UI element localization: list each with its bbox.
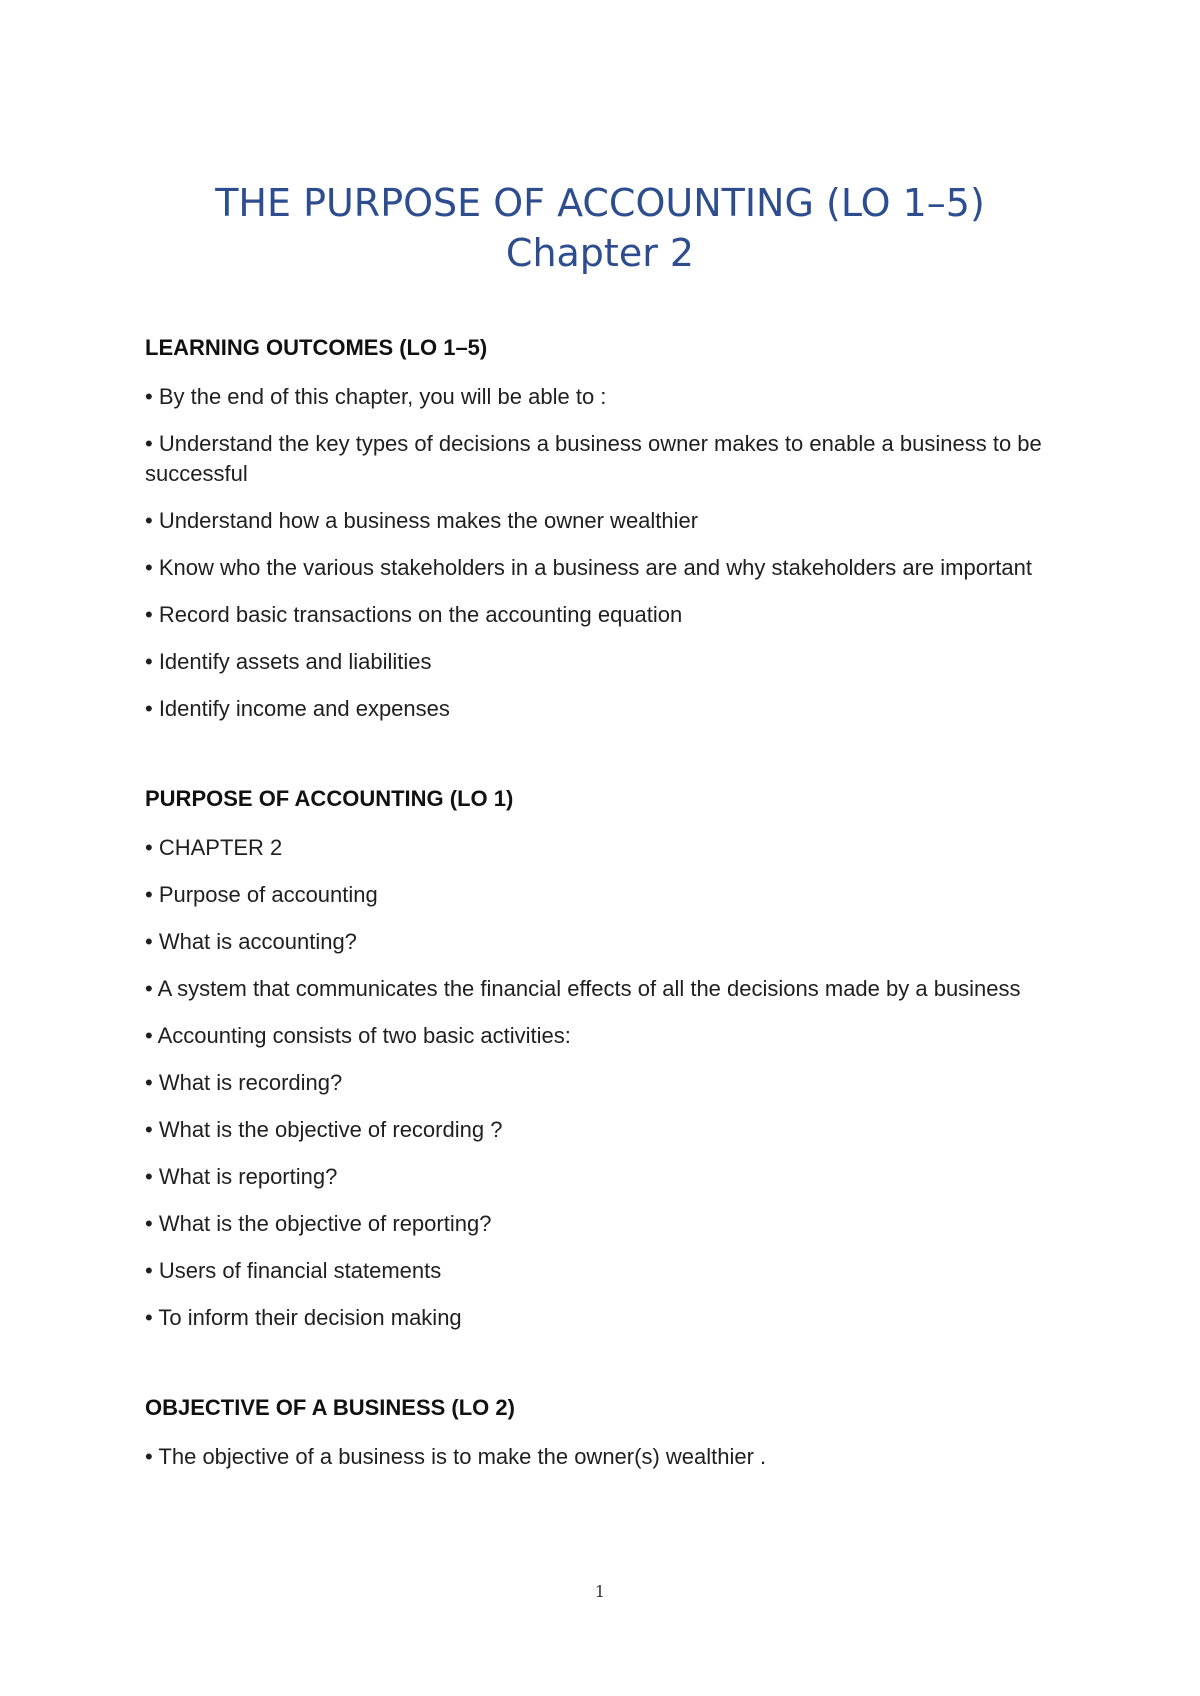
document-body — [145, 334, 1045, 1489]
list-item: • CHAPTER 2 — [145, 835, 283, 860]
section-heading-purpose-of-accounting: PURPOSE OF ACCOUNTING (LO 1) — [145, 786, 514, 811]
section-spacer — [145, 1350, 1045, 1394]
list-item: • What is the objective of reporting? — [145, 1211, 492, 1236]
list-item: • To inform their decision making — [145, 1305, 462, 1330]
section-heading-learning-outcomes: LEARNING OUTCOMES (LO 1–5) — [145, 335, 488, 360]
page-number: 1 — [594, 1582, 606, 1601]
document-title — [0, 178, 1200, 278]
title-main: THE PURPOSE OF ACCOUNTING (LO 1–5) — [215, 181, 985, 225]
list-item: • What is reporting? — [145, 1164, 338, 1189]
list-item: • Purpose of accounting — [145, 882, 378, 907]
list-item: • Record basic transactions on the accounting equation — [145, 602, 683, 627]
list-item: • By the end of this chapter, you will be able to : — [145, 384, 607, 409]
list-item: • The objective of a business is to make the owner(s) wealthier . — [145, 1444, 767, 1469]
list-item: • Users of financial statements — [145, 1258, 442, 1283]
list-item: • What is the objective of recording ? — [145, 1117, 503, 1142]
list-item: • What is accounting? — [145, 929, 357, 954]
title-chapter: Chapter 2 — [505, 231, 695, 275]
list-item: • What is recording? — [145, 1070, 343, 1095]
list-item: • Understand how a business makes the owner wealthier — [145, 508, 699, 533]
section-heading-objective-of-business: OBJECTIVE OF A BUSINESS (LO 2) — [145, 1395, 515, 1420]
list-item: • Identify income and expenses — [145, 696, 450, 721]
list-item: • Identify assets and liabilities — [145, 649, 432, 674]
list-item: • Understand the key types of decisions a business owner makes to enable a business to be successful — [145, 431, 1042, 486]
list-item: • A system that communicates the financial effects of all the decisions made by a business — [145, 976, 1021, 1001]
section-spacer — [145, 741, 1045, 785]
list-item: • Accounting consists of two basic activities: — [145, 1023, 571, 1048]
list-item: • Know who the various stakeholders in a business are and why stakeholders are important — [145, 555, 1032, 580]
